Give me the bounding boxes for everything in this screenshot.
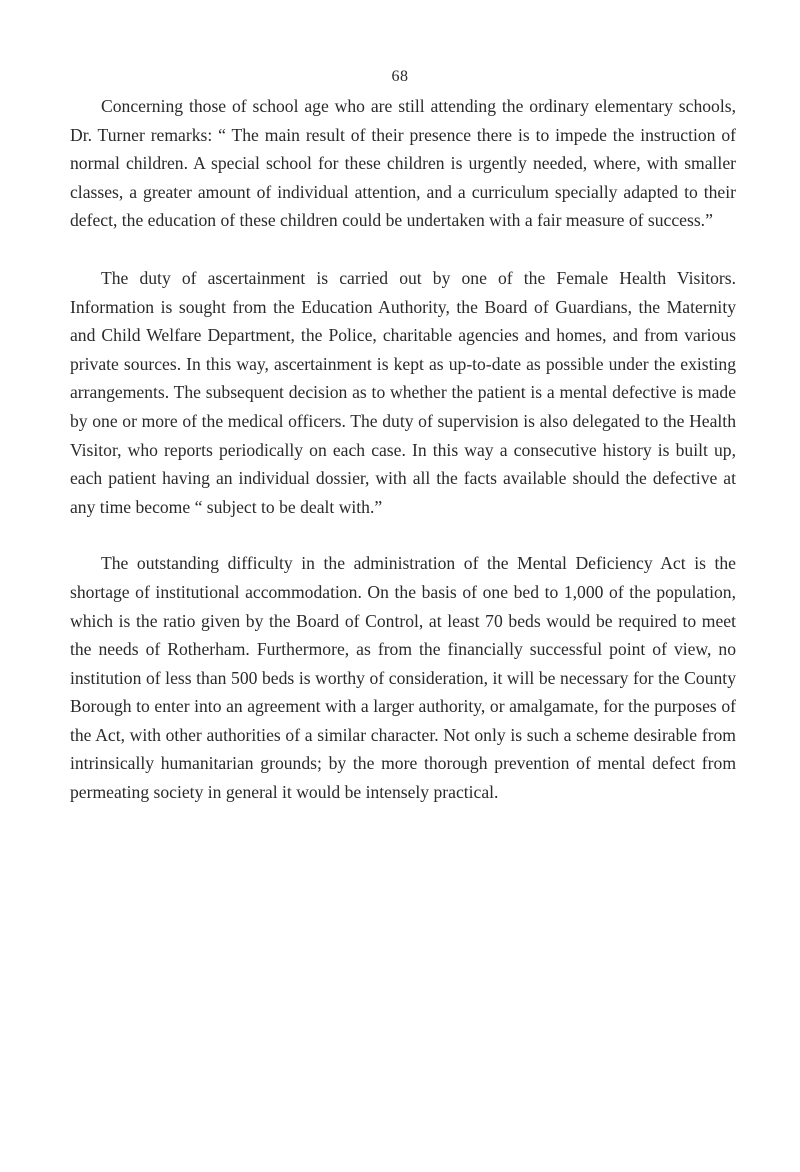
paragraph-institutional-accommodation: The outstanding difficulty in the administration of the Mental Deficiency Act is the shortage of institutional accommodation. On the basis of one bed to 1,000 of the population, which is the ratio given by the Board of Control, at least 70 beds would be required to meet the needs of Rotherham. Furthermore, as from the financially successful point of view, no institution of less than 500 beds is worthy of consideration, it will be necessary for the County Borough to enter into an agreement with a larger authority, or amalgamate, for the purposes of the Act, with other authorities of a similar character. Not only is such a scheme desirable from intrinsically humanitarian grounds; by the more thorough prevention of mental defect from permeating society in general it would be intensely practical.	[70, 553, 736, 803]
page-number: 68	[391, 68, 409, 85]
paragraph-ascertainment: The duty of ascertainment is carried out by one of the Female Health Visitors. Information is sought from the Education Authority, the Board of Guardians, the Maternity and Child Welfare Department, the Police, charitable agencies and homes, and from various private sources. In this way, ascertainment is kept as up-to-date as possible under the existing arrangements. The subsequent decision as to whether the patient is a mental defective is made by one or more of the medical officers. The duty of supervision is also delegated to the Health Visitor, who reports periodically on each case. In this way a consecutive history is built up, each patient having an individual dossier, with all the facts available should the defective at any time become “ subject to be dealt with.”	[70, 267, 736, 517]
document-body	[70, 92, 736, 836]
paragraph-school-age: Concerning those of school age who are still attending the ordinary elementary schools, Dr. Turner remarks: “ The main result of their presence there is to impede the instruction of normal children. A special school for these children is urgently needed, where, with smaller classes, a greater amount of individual attention, and a curriculum specially adapted to their defect, the education of these children could be undertaken with a fair measure of success.”	[70, 96, 736, 231]
